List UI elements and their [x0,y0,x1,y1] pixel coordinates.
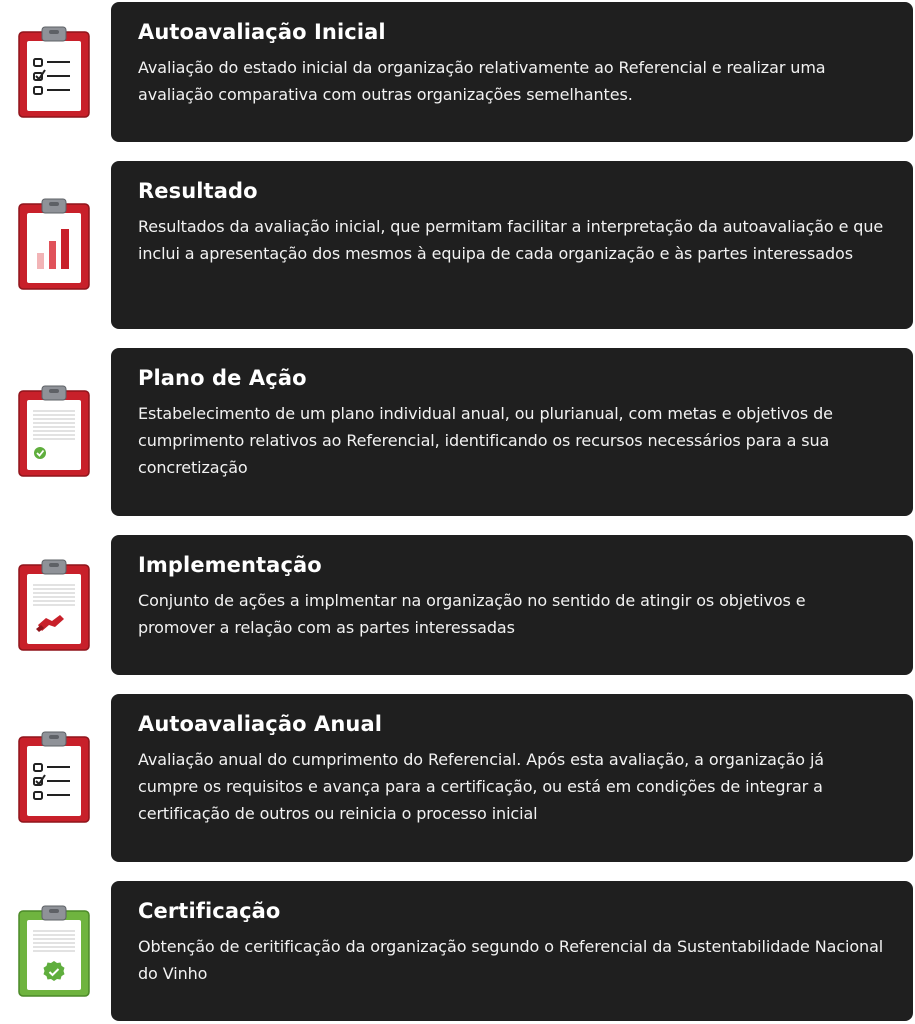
step-description: Obtenção de ceritificação da organização segundo o Referencial da Sustentabilidade Nacional do Vinho [138,937,884,983]
step-resultado [0,161,915,329]
step-description: Avaliação do estado inicial da organização relativamente ao Referencial e realizar uma avaliação comparativa com outras organizações semelhantes. [138,58,826,104]
checklist-clipboard-icon [18,731,90,823]
step-description: Avaliação anual do cumprimento do Referencial. Após esta avaliação, a organização já cumpre os requisitos e avança para a certificação, ou está em condições de integrar a certificação de outros ou reinicia o processo inicial [138,750,824,823]
step-card [111,694,913,862]
step-title: Autoavaliação Inicial [138,20,386,44]
step-card [111,881,913,1021]
checklist-clipboard-icon [18,26,90,118]
step-certificacao [0,881,915,1021]
step-card [111,535,913,675]
step-title: Plano de Ação [138,366,307,390]
step-card [111,2,913,142]
step-title: Resultado [138,179,258,203]
step-autoavaliacao-inicial [0,2,915,142]
plan-clipboard-icon [18,385,90,477]
step-card [111,161,913,329]
certified-clipboard-icon [18,905,90,997]
step-title: Certificação [138,899,281,923]
step-implementacao [0,535,915,675]
step-card [111,348,913,516]
step-description: Conjunto de ações a implmentar na organização no sentido de atingir os objetivos e promover a relação com as partes interessadas [138,591,806,637]
step-description: Resultados da avaliação inicial, que permitam facilitar a interpretação da autoavaliação e que inclui a apresentação dos mesmos à equipa de cada organização e às partes interessados [138,217,884,263]
step-plano-de-acao [0,348,915,516]
step-title: Implementação [138,553,322,577]
step-title: Autoavaliação Anual [138,712,383,736]
step-description: Estabelecimento de um plano individual anual, ou plurianual, com metas e objetivos de cumprimento relativos ao Referencial, identificando os recursos necessários para a sua concretização [138,404,833,477]
bar-chart-clipboard-icon [18,198,90,290]
handshake-clipboard-icon [18,559,90,651]
step-autoavaliacao-anual [0,694,915,862]
